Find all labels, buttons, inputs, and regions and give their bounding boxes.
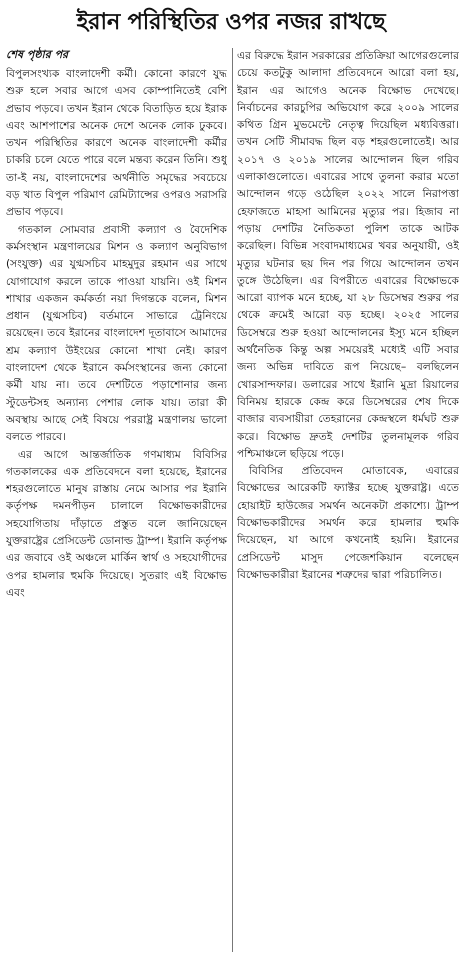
left-paragraph-2: গতকাল সোমবার প্রবাসী কল্যাণ ও বৈদেশিক কর্মসংস্থান মন্ত্রণালয়ের মিশন ও কল্যাণ অনুবিভাগ (সংযুক্ত) এর যুগ্মসচিব মাহমুদুর রহমান এর সাথে যোগাযোগ করলে তাকে পাওয়া যায়নি। ওই মিশন শাখার একজন কর্মকর্তা নয়া দিগন্তকে বলেন, মিশন প্রধান (যুগ্মসচিব) বর্তমানে সাভারে ট্রেনিংয়ে রয়েছেন। তবে ইরানের বাংলাদেশ দূতাবাসে আমাদের শ্রম কল্যাণ উইংয়ের কোনো শাখা নেই। কারণ বাংলাদেশ থেকে ইরানে কর্মসংস্থানের জন্য কোনো কর্মী যায় না। তবে দেশটিতে পড়াশোনার জন্য স্টুডেন্টসহ অন্যান্য পেশার লোক যায়। তারা কী অবস্থায় আছে সেই বিষয়ে পররাষ্ট্র মন্ত্রণালয় ভালো বলতে পারবে।: [6, 222, 227, 444]
right-paragraph-2: বিবিসির প্রতিবেদন মোতাবেক, এবারের বিক্ষোভের আরেকটি ফ্যাক্টর হচ্ছে যুক্তরাষ্ট্র। এতে হোয়াইট হাউজের সমর্থন অনেকটা প্রকাশ্যে। ট্রাম্প বিক্ষোভকারীদের সমর্থন করে হামলার হুমকি দিয়েছেন, যা আগে কখনোই হয়নি। ইরানের প্রেসিডেন্ট মাসুদ পেজেশকিয়ান বলেছেন বিক্ষোভকারীরা ইরানের শত্রুদের দ্বারা পরিচালিত।: [237, 464, 459, 581]
left-column: [6, 47, 227, 952]
continued-from-label: শেষ পৃষ্ঠার পর: [6, 48, 69, 61]
headline: ইরান পরিস্থিতির ওপর নজর রাখছে: [76, 9, 386, 35]
right-column: [237, 47, 459, 952]
right-paragraph-1: এর বিরুদ্ধে ইরান সরকারের প্রতিক্রিয়া আগেরগুলোর চেয়ে কতটুকু আলাদা প্রতিবেদনে আরো বলা হয়, ইরান এর আগেও অনেক বিক্ষোভ দেখেছে। নির্বাচনের কারচুপির অভিযোগ করে ২০০৯ সালের কথিত গ্রিন মুভমেন্টে নেতৃত্ব দিয়েছিল মধ্যবিত্তরা। তখন সেটি সীমাবদ্ধ ছিল বড় শহরগুলোতেই। আর ২০১৭ ও ২০১৯ সালের আন্দোলন ছিল গরিব এলাকাগুলোতে। এবারের সাথে তুলনা করার মতো আন্দোলন গড়ে ওঠেছিল ২০২২ সালে নিরাপত্তা হেফাজতে মাহসা আমিনের মৃত্যুর পর। হিজাব না পড়ায় দেশটির নৈতিকতা পুলিশ তাকে আটক করেছিল। বিভিন্ন সংবাদমাধ্যমের খবর অনুযায়ী, ওই মৃত্যুর ঘটনার ছয় দিন পর গিয়ে আন্দোলন তখন তুঙ্গে উঠেছিল। এর বিপরীতে এবারের বিক্ষোভকে আরো ব্যাপক মনে হচ্ছে, যা ২৮ ডিসেম্বর শুরুর পর থেকে ক্রমেই আরো বড় হচ্ছে। ২০২৫ সালের ডিসেম্বরে শুরু হওয়া আন্দোলনের ইস্যু মনে হচ্ছিল অর্থনৈতিক কিন্তু অল্প সময়েরই মধ্যেই এটি সবার জন্য অভিন্ন দাবিতে রূপ নিয়েছে– বলছিলেন খোরসান্দফার। ডলারের সাথে ইরানি মুদ্রা রিয়ালের বিনিময় হারকে কেন্দ্র করে ডিসেম্বরের শেষ দিকে বাজার ব্যবসায়ীরা তেহরানের কেন্দ্রস্থলে ধর্মঘট শুরু করে। বিক্ষোভ দ্রুতই দেশটির তুলনামূলক গরিব পশ্চিমাঞ্চলে ছড়িয়ে পড়ে।: [237, 49, 459, 460]
column-divider: [232, 48, 233, 952]
left-paragraph-1: বিপুলসংখ্যক বাংলাদেশী কর্মী। কোনো কারণে যুদ্ধ শুরু হলে সবার আগে এসব কোম্পানিতেই বেশি প্রভাব পড়বে। তখন ইরান থেকে বিতাড়িত হয়ে ইরাক এবং আশপাশের অনেক দেশে অনেক লোক ঢুকবে। তখন পরিস্থিতির কারণে অনেক বাংলাদেশী কর্মীর চাকরি চলে যেতে পারে বলে মন্তব্য করেন তিনি। শুধু তা-ই নয়, বাংলাদেশের অর্থনীতি সমৃদ্ধের সবচেয়ে বড় খাত বিপুল পরিমাণ রেমিট্যান্সের ওপরও সরাসরি প্রভাব পড়বে।: [6, 67, 227, 219]
left-paragraph-3: এর আগে আন্তর্জাতিক গণমাধ্যম বিবিসির গতকালকের এক প্রতিবেদনে বলা হয়েছে, ইরানের শহরগুলোতে মানুষ রাস্তায় নেমে আসার পর ইরানি কর্তৃপক্ষ দমনপীড়ন চালালে বিক্ষোভকারীদের সহযোগিতায় দাঁড়াতে প্রস্তুত বলে জানিয়েছেন যুক্তরাষ্ট্রের প্রেসিডেন্ট ডোনাল্ড ট্রাম্প। ইরানি কর্তৃপক্ষ এর জবাবে ওই অঞ্চলে মার্কিন স্বার্থ ও সহযোগীদের ওপর হামলার হুমকি দিয়েছে। সুতরাং এই বিক্ষোভ এবং: [6, 447, 227, 599]
